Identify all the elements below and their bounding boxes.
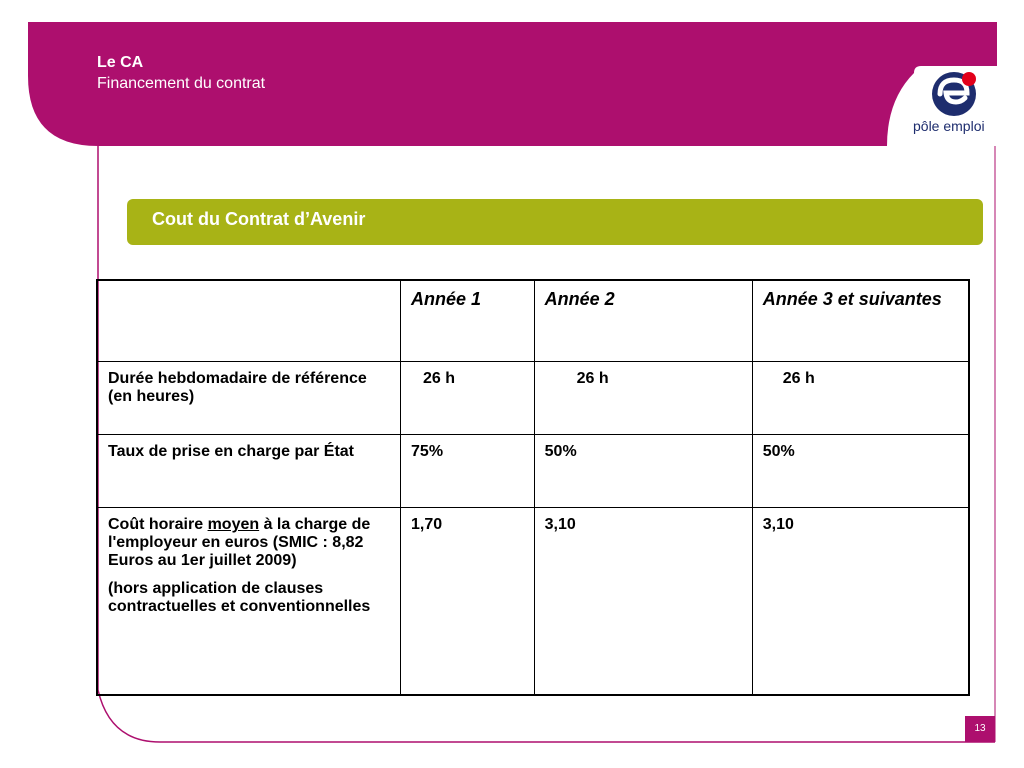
title-line-2: Financement du contrat	[97, 75, 266, 92]
label-part: à la charge de l'employeur en euros (SMIC : 8,82 Euros au 1er juillet 2009)	[108, 516, 371, 569]
row-label-note: (hors application de clauses contractuelles et conventionnelles	[108, 580, 371, 615]
slide-title	[97, 52, 265, 94]
table-cell: 26 h	[534, 362, 752, 435]
table-row	[97, 435, 969, 508]
title-line-1: Le CA	[97, 54, 144, 71]
header-cell-year1: Année 1	[401, 280, 535, 362]
label-part: Coût horaire	[108, 516, 208, 533]
table-cell: 3,10	[752, 508, 969, 696]
row-label: Durée hebdomadaire de référence (en heures)	[97, 362, 401, 435]
e-logo-icon	[892, 66, 1002, 146]
table-cell: 50%	[534, 435, 752, 508]
bottom-curve	[98, 690, 995, 742]
logo-wordmark: pôle emploi	[913, 118, 985, 134]
table-cell: 26 h	[752, 362, 969, 435]
banner-title: Cout du Contrat d’Avenir	[152, 209, 366, 229]
table-cell: 26 h	[401, 362, 535, 435]
table-cell: 50%	[752, 435, 969, 508]
header-cell-year2: Année 2	[534, 280, 752, 362]
table-row	[97, 362, 969, 435]
table-header-row	[97, 280, 969, 362]
page-number-badge: 13	[965, 716, 995, 742]
row-label: Taux de prise en charge par État	[97, 435, 401, 508]
label-underlined: moyen	[207, 516, 260, 533]
row-label	[97, 508, 401, 696]
row-label-main	[108, 516, 390, 570]
cost-table	[96, 279, 970, 696]
header-cell-empty	[97, 280, 401, 362]
table-cell: 3,10	[534, 508, 752, 696]
header-cell-year3: Année 3 et suivantes	[752, 280, 969, 362]
table-cell: 1,70	[401, 508, 535, 696]
table-cell: 75%	[401, 435, 535, 508]
table-row	[97, 508, 969, 696]
section-banner	[127, 199, 983, 245]
